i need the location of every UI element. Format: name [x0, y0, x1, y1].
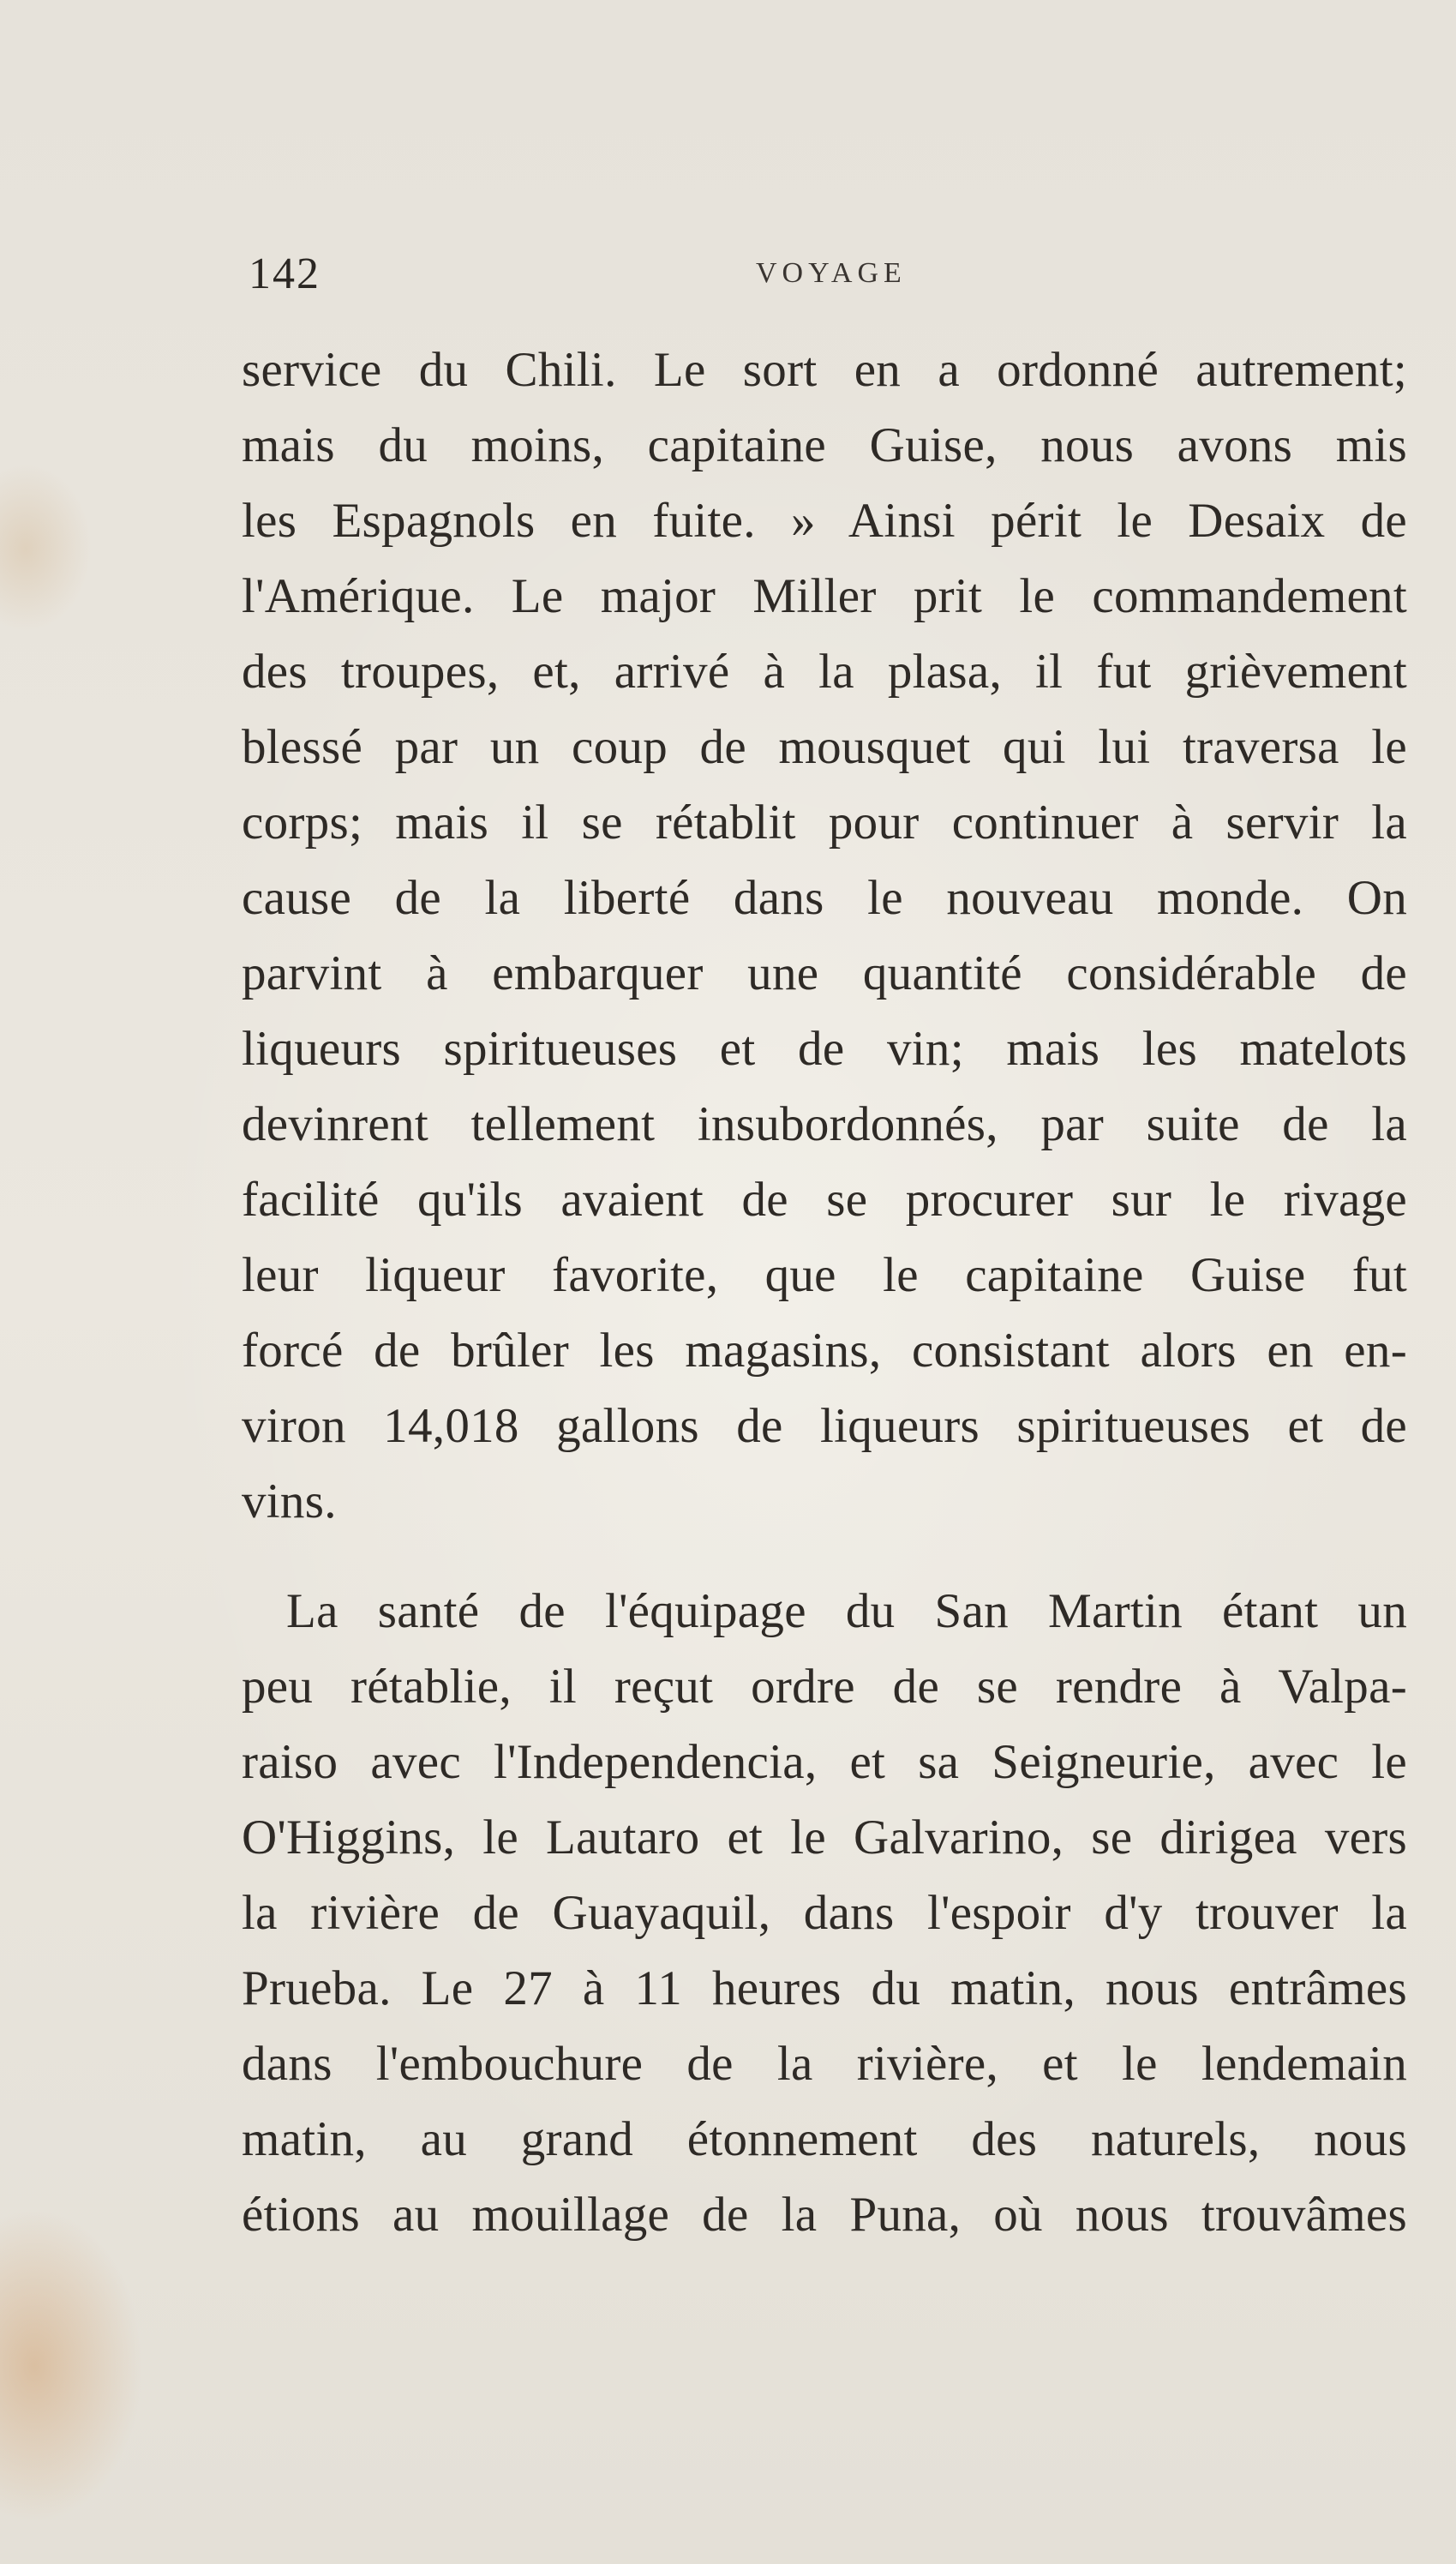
text-line: liqueurs spiritueuses et de vin; mais les matelots	[242, 1022, 1407, 1076]
page-number: 142	[249, 249, 321, 298]
text-line: les Espagnols en fuite. » Ainsi périt le Desaix de	[242, 494, 1407, 548]
text-line: mais du moins, capitaine Guise, nous avons mis	[242, 418, 1407, 472]
paragraph-2	[242, 1574, 1407, 2253]
text-line: facilité qu'ils avaient de se procurer sur le rivage	[242, 1173, 1407, 1227]
text-line: service du Chili. Le sort en a ordonné autrement;	[242, 343, 1407, 397]
text-line: viron 14,018 gallons de liqueurs spiritueuses et de	[242, 1399, 1407, 1453]
body-text	[242, 333, 1407, 2253]
text-line: l'Amérique. Le major Miller prit le commandement	[242, 569, 1407, 623]
text-line: peu rétablie, il reçut ordre de se rendre à Valpa-	[242, 1660, 1407, 1714]
text-line: raiso avec l'Independencia, et sa Seigneurie, avec le	[242, 1735, 1407, 1789]
text-line: leur liqueur favorite, que le capitaine Guise fut	[242, 1248, 1407, 1302]
text-line: O'Higgins, le Lautaro et le Galvarino, se dirigea vers	[242, 1810, 1407, 1864]
text-line: des troupes, et, arrivé à la plasa, il fut grièvement	[242, 645, 1407, 699]
text-line: la rivière de Guayaquil, dans l'espoir d'y trouver la	[242, 1886, 1407, 1940]
text-line: devinrent tellement insubordonnés, par suite de la	[242, 1097, 1407, 1151]
text-line: corps; mais il se rétablit pour continuer à servir la	[242, 796, 1407, 850]
text-line: cause de la liberté dans le nouveau monde. On	[242, 871, 1407, 925]
text-line: étions au mouillage de la Puna, où nous trouvâmes	[242, 2188, 1407, 2242]
running-head: VOYAGE	[756, 257, 907, 289]
text-line: matin, au grand étonnement des naturels, nous	[242, 2112, 1407, 2166]
page-header	[242, 249, 1407, 309]
text-line: parvint à embarquer une quantité considérable de	[242, 946, 1407, 1000]
text-line: vins.	[242, 1474, 337, 1528]
text-line: dans l'embouchure de la rivière, et le lendemain	[242, 2037, 1407, 2091]
paragraph-spacer	[242, 1540, 1407, 1574]
text-line: Prueba. Le 27 à 11 heures du matin, nous entrâmes	[242, 1961, 1407, 2015]
text-line: La santé de l'équipage du San Martin étant un	[286, 1584, 1407, 1638]
text-line: blessé par un coup de mousquet qui lui traversa le	[242, 720, 1407, 774]
text-line: forcé de brûler les magasins, consistant alors en en-	[242, 1324, 1407, 1378]
paragraph-1	[242, 333, 1407, 1540]
